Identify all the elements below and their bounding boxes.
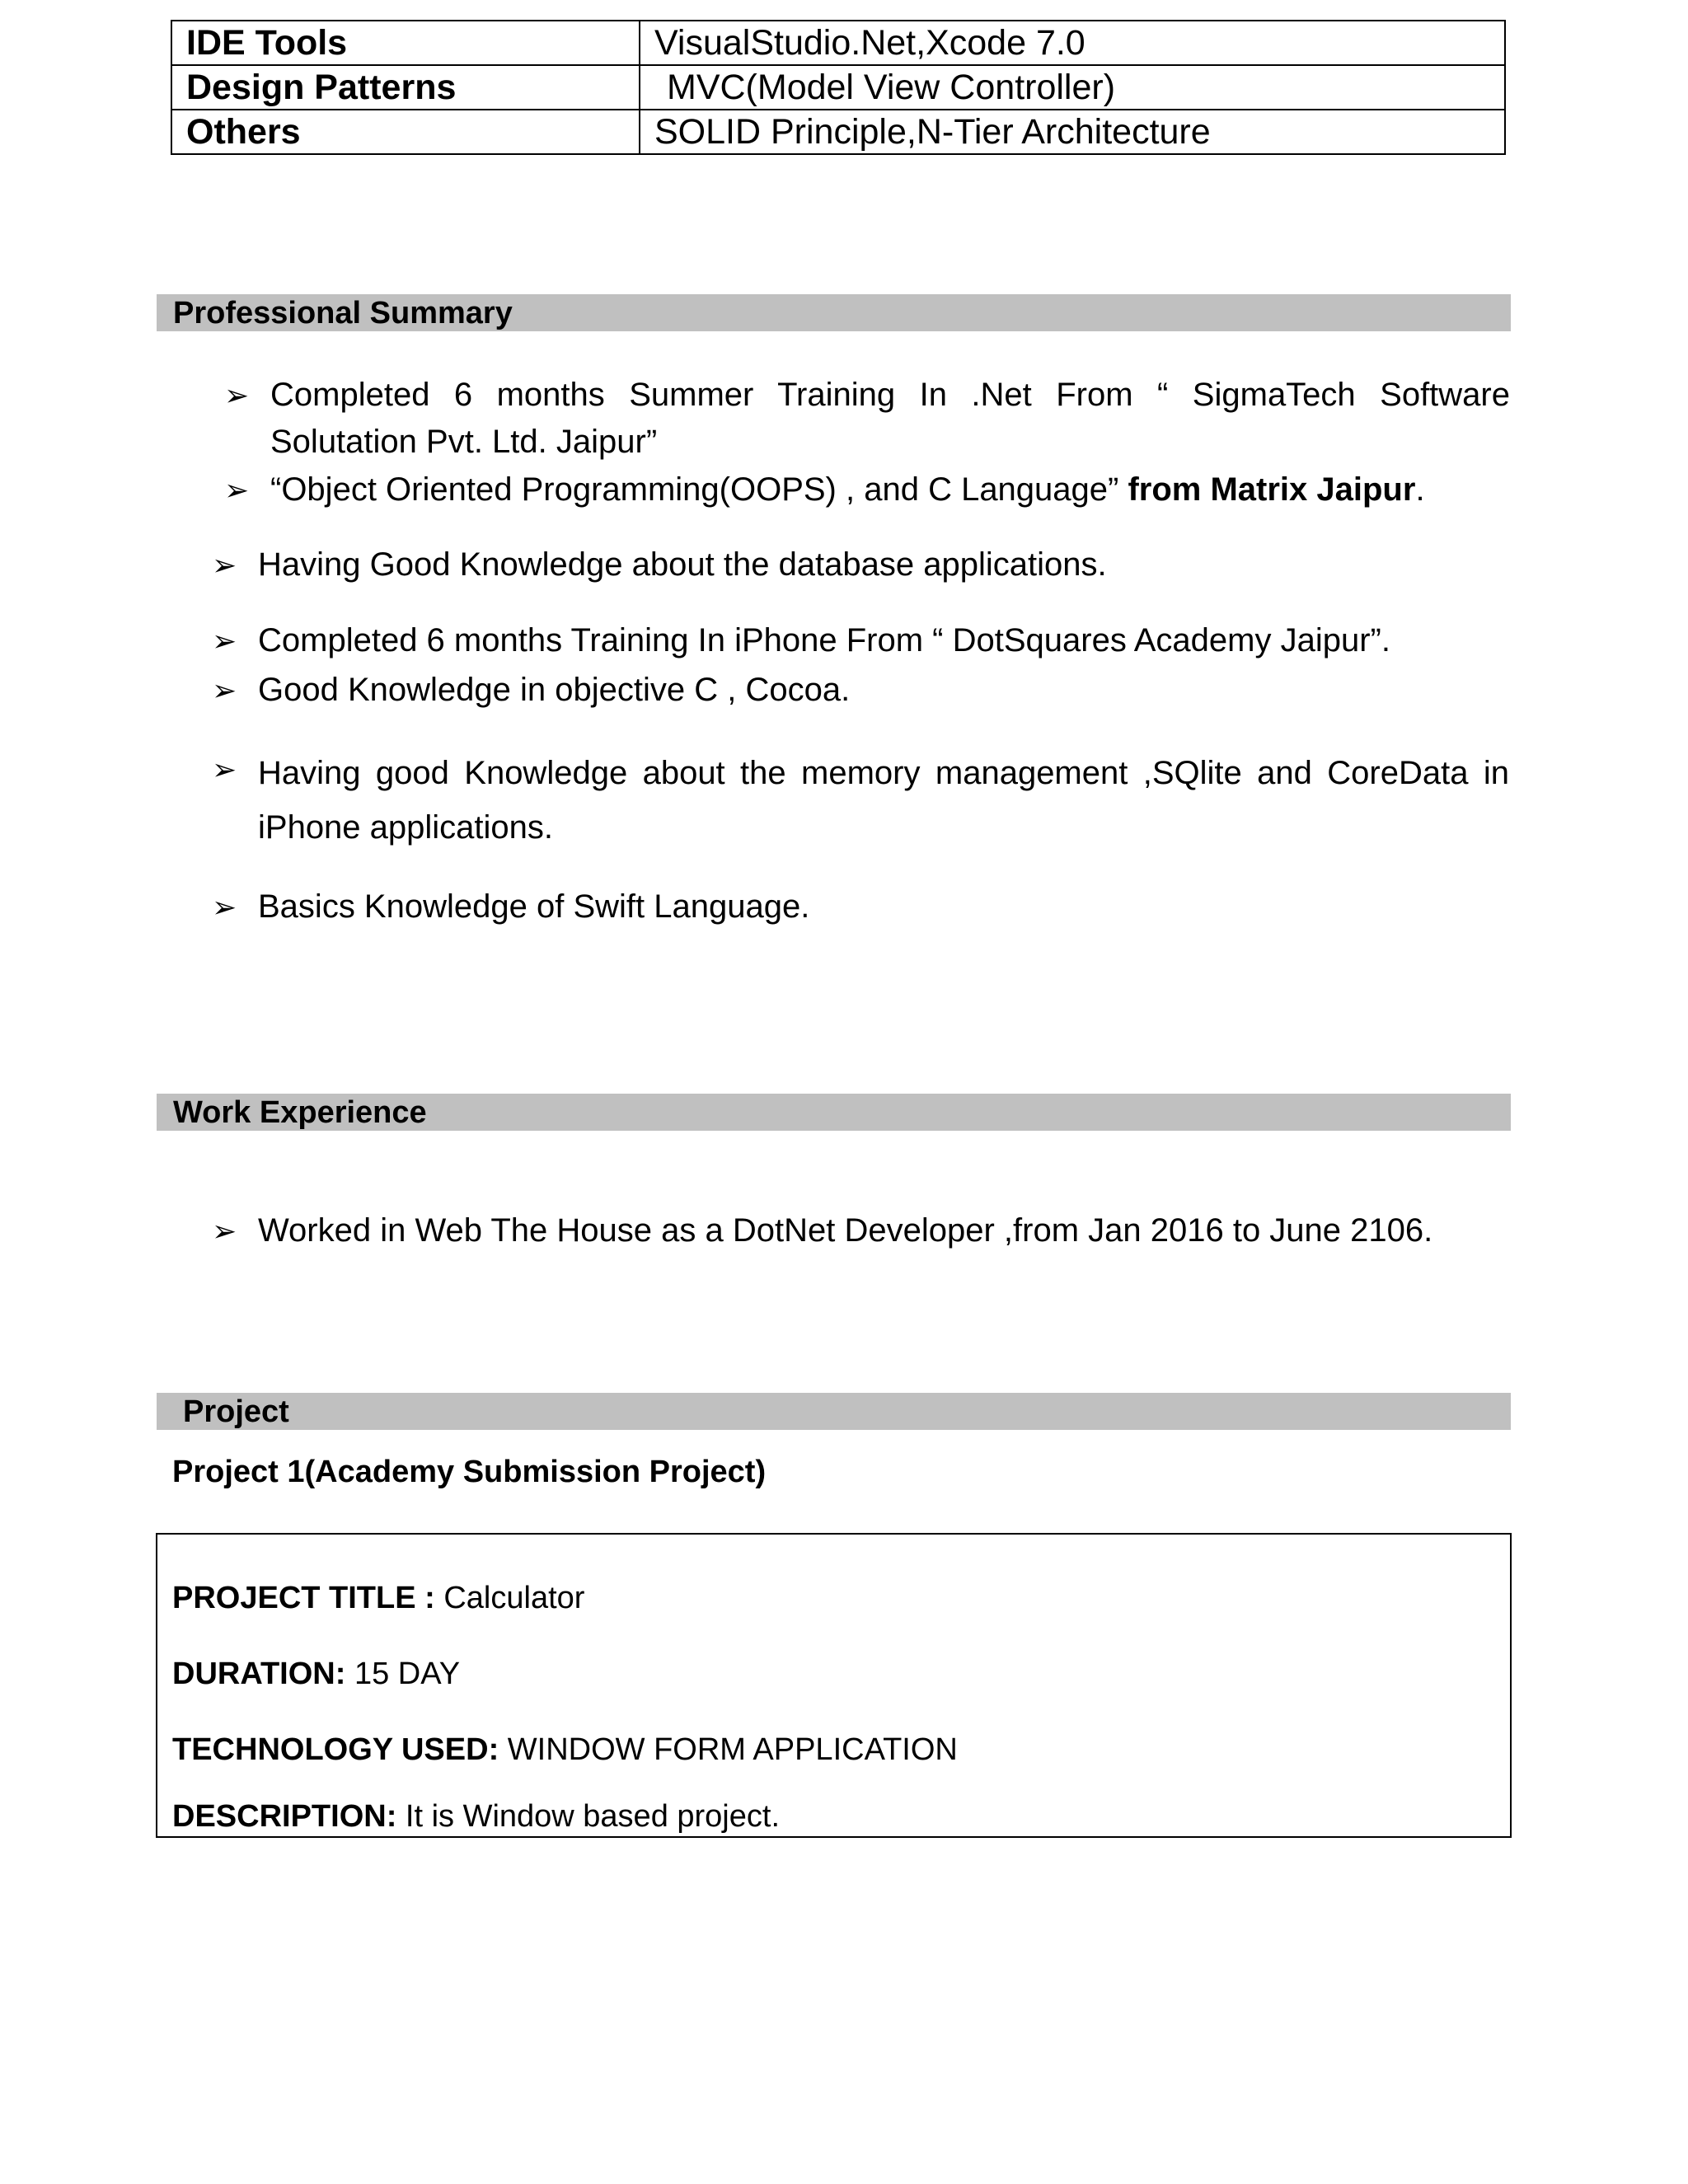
summary-text-bold: from Matrix Jaipur (1128, 471, 1416, 508)
table-row (171, 110, 1505, 154)
summary-text: Basics Knowledge of Swift Language. (258, 888, 810, 925)
row-value: It is Window based project. (405, 1799, 780, 1834)
row-label: PROJECT TITLE : (172, 1581, 444, 1615)
summary-text-plain: “Object Oriented Programming(OOPS) , and C Language” (270, 471, 1128, 508)
skill-value: SOLID Principle,N-Tier Architecture (640, 110, 1505, 154)
arrow-bullet-icon: ➢ (212, 548, 237, 582)
list-item (212, 667, 1510, 714)
project-details-box (156, 1533, 1512, 1838)
table-row (171, 65, 1505, 110)
table-row (171, 21, 1505, 65)
arrow-bullet-icon: ➢ (224, 473, 250, 507)
skills-table (171, 20, 1506, 155)
arrow-bullet-icon: ➢ (212, 890, 237, 924)
section-header-project: Project (157, 1393, 1511, 1430)
section-header-work-experience: Work Experience (157, 1094, 1511, 1131)
section-header-professional-summary: Professional Summary (157, 294, 1511, 331)
list-item (212, 1207, 1510, 1254)
project-duration-row (172, 1657, 460, 1692)
summary-text: Good Knowledge in objective C , Cocoa. (258, 672, 851, 708)
project-title-row (172, 1581, 584, 1616)
list-item (212, 746, 1510, 855)
summary-text: Having Good Knowledge about the database applications. (258, 546, 1107, 583)
skill-key: Others (171, 110, 640, 154)
list-item (212, 617, 1510, 664)
row-label: DURATION: (172, 1657, 354, 1691)
list-item (224, 466, 1510, 513)
list-item (212, 883, 1510, 930)
row-label: DESCRIPTION: (172, 1799, 406, 1834)
skill-value: MVC(Model View Controller) (640, 65, 1505, 110)
row-value: Calculator (443, 1581, 585, 1615)
work-experience-text: Worked in Web The House as a DotNet Developer ,from Jan 2016 to June 2106. (258, 1212, 1433, 1249)
summary-text: Completed 6 months Training In iPhone From “ DotSquares Academy Jaipur”. (258, 622, 1390, 658)
list-item (224, 372, 1510, 466)
row-label: TECHNOLOGY USED: (172, 1732, 508, 1767)
summary-text: Completed 6 months Summer Training In .Net From “ SigmaTech Software Solutation Pvt. Ltd. Jaipur” (270, 377, 1510, 460)
project-subtitle: Project 1(Academy Submission Project) (172, 1455, 767, 1489)
row-value: WINDOW FORM APPLICATION (507, 1732, 958, 1767)
list-item (212, 541, 1510, 588)
summary-text (270, 466, 1425, 513)
summary-text-tail: . (1415, 471, 1425, 508)
project-technology-row (172, 1732, 958, 1768)
skill-value: VisualStudio.Net,Xcode 7.0 (640, 21, 1505, 65)
arrow-bullet-icon: ➢ (212, 752, 237, 786)
skill-key: IDE Tools (171, 21, 640, 65)
project-description-row (172, 1799, 780, 1835)
arrow-bullet-icon: ➢ (224, 378, 250, 412)
arrow-bullet-icon: ➢ (212, 1214, 237, 1248)
row-value: 15 DAY (354, 1657, 461, 1691)
summary-text: Having good Knowledge about the memory management ,SQlite and CoreData in iPhone applications. (258, 755, 1509, 846)
arrow-bullet-icon: ➢ (212, 624, 237, 658)
arrow-bullet-icon: ➢ (212, 673, 237, 707)
skill-key: Design Patterns (171, 65, 640, 110)
